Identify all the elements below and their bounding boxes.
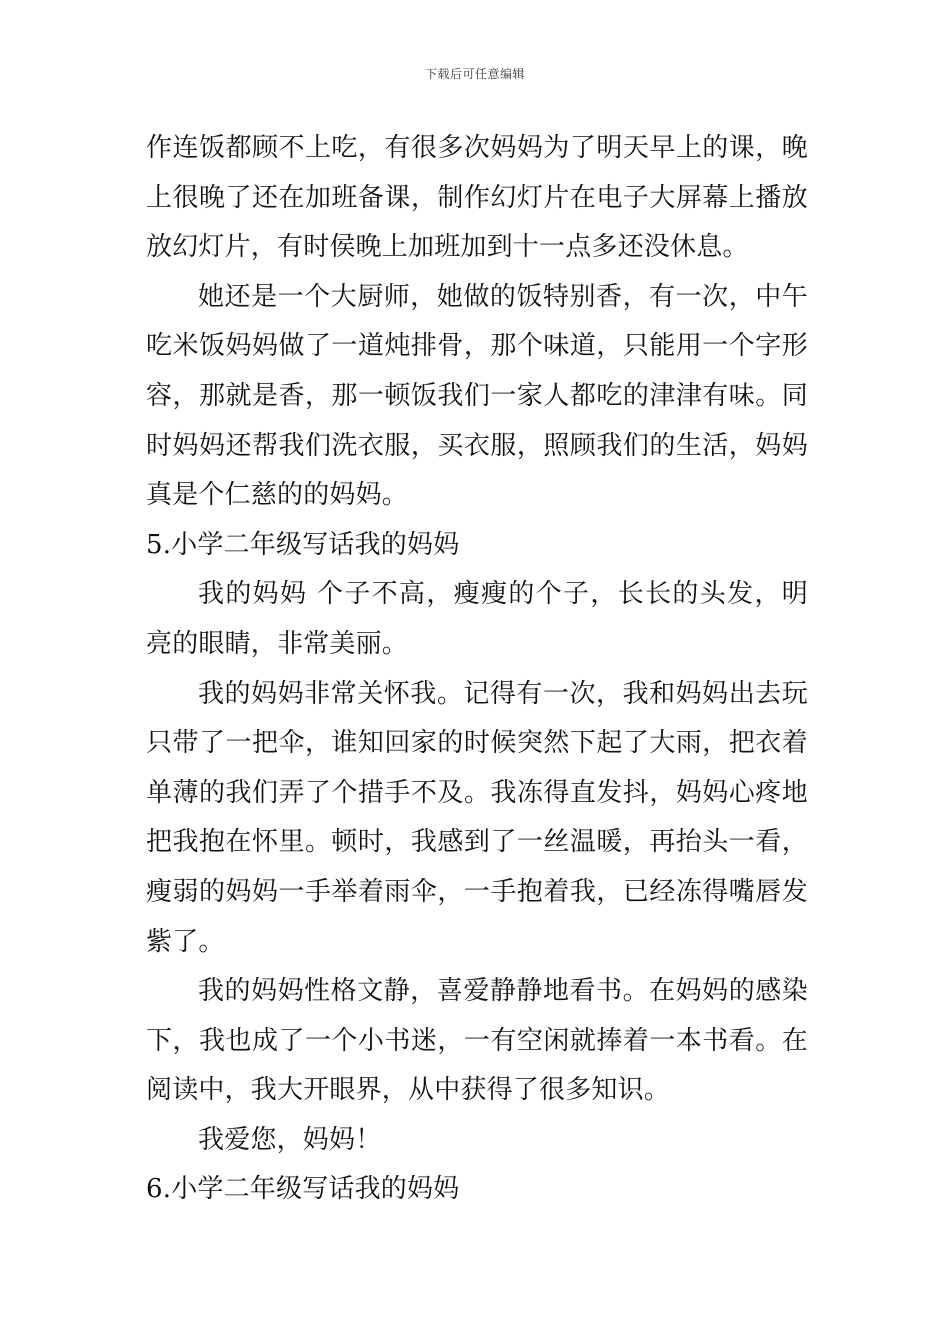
section-heading-5: 5.小学二年级写话我的妈妈: [146, 529, 460, 560]
page-header: 下载后可任意编辑: [424, 67, 525, 81]
paragraph-closing: 我爱您，妈妈！: [198, 1124, 382, 1155]
section-heading-6: 6.小学二年级写话我的妈妈: [146, 1174, 460, 1205]
paragraph-chef: 她还是一个大厨师，她做的饭特别香，有一次，中午吃米饭妈妈做了一道炖排骨，那个味道，只能用一个字形容，那就是香，那一顿饭我们一家人都吃的津津有味。同时妈妈还帮我们洗衣服，买衣服，照顾我们的生活，妈妈真是个仁慈的的妈妈。: [146, 281, 808, 511]
paragraph-continuation: 作连饭都顾不上吃，有很多次妈妈为了明天早上的课，晚上很晚了还在加班备课，制作幻灯片在电子大屏幕上播放放幻灯片，有时侯晚上加班加到十一点多还没休息。: [146, 133, 808, 263]
paragraph-reading: 我的妈妈性格文静，喜爱静静地看书。在妈妈的感染下，我也成了一个小书迷，一有空闲就捧着一本书看。在阅读中，我大开眼界，从中获得了很多知识。: [146, 976, 808, 1106]
paragraph-care: 我的妈妈非常关怀我。记得有一次，我和妈妈出去玩只带了一把伞，谁知回家的时候突然下起了大雨，把衣着单薄的我们弄了个措手不及。我冻得直发抖，妈妈心疼地把我抱在怀里。顿时，我感到了一丝温暖，再抬头一看，瘦弱的妈妈一手举着雨伞，一手抱着我，已经冻得嘴唇发紫了。: [146, 678, 808, 957]
document-body: [146, 124, 808, 1215]
paragraph-appearance: 我的妈妈 个子不高，瘦瘦的个子，长长的头发，明亮的眼睛，非常美丽。: [146, 579, 808, 659]
